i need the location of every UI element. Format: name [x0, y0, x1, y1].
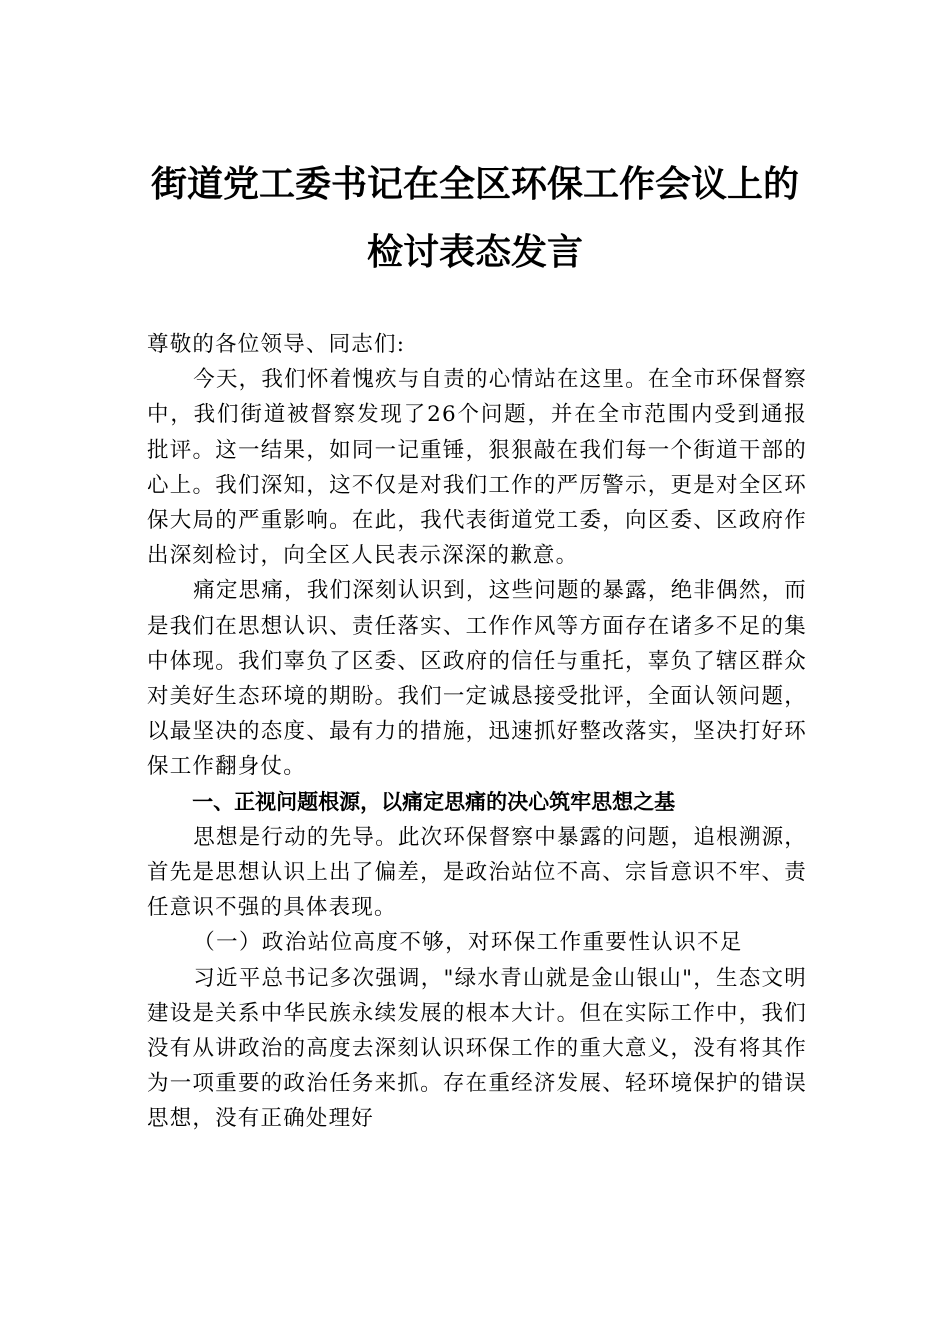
paragraph-3: 思想是行动的先导。此次环保督察中暴露的问题，追根溯源，首先是思想认识上出了偏差，是政治站位不高、宗旨意识不牢、责任意识不强的具体表现。: [147, 824, 807, 921]
document-title-line-2: 检讨表态发言: [366, 231, 583, 273]
salutation: 尊敬的各位领导、同志们:: [147, 332, 406, 357]
document-body: [147, 327, 807, 1137]
paragraph-2: 痛定思痛，我们深刻认识到，这些问题的暴露，绝非偶然，而是我们在思想认识、责任落实、工作作风等方面存在诸多不足的集中体现。我们辜负了区委、区政府的信任与重托，辜负了辖区群众对美好生态环境的期盼。我们一定诚恳接受批评，全面认领问题，以最坚决的态度、最有力的措施，迅速抓好整改落实，坚决打好环保工作翻身仗。: [147, 578, 807, 780]
paragraph-4: 习近平总书记多次强调，"绿水青山就是金山银山"，生态文明建设是关系中华民族永续发展的根本大计。但在实际工作中，我们没有从讲政治的高度去深刻认识环保工作的重大意义，没有将其作为一项重要的政治任务来抓。存在重经济发展、轻环境保护的错误思想，没有正确处理好: [147, 965, 807, 1132]
paragraph-1: 今天，我们怀着愧疚与自责的心情站在这里。在全市环保督察中，我们街道被督察发现了26个问题，并在全市范围内受到通报批评。这一结果，如同一记重锤，狠狠敲在我们每一个街道干部的心上。我们深知，这不仅是对我们工作的严厉警示，更是对全区环保大局的严重影响。在此，我代表街道党工委，向区委、区政府作出深刻检讨，向全区人民表示深深的歉意。: [147, 367, 807, 569]
section-heading-1: 一、正视问题根源，以痛定思痛的决心筑牢思想之基: [192, 789, 676, 814]
document-title-line-1: 街道党工委书记在全区环保工作会议上的: [150, 163, 799, 205]
subsection-heading-1: （一）政治站位高度不够，对环保工作重要性认识不足: [193, 930, 743, 956]
